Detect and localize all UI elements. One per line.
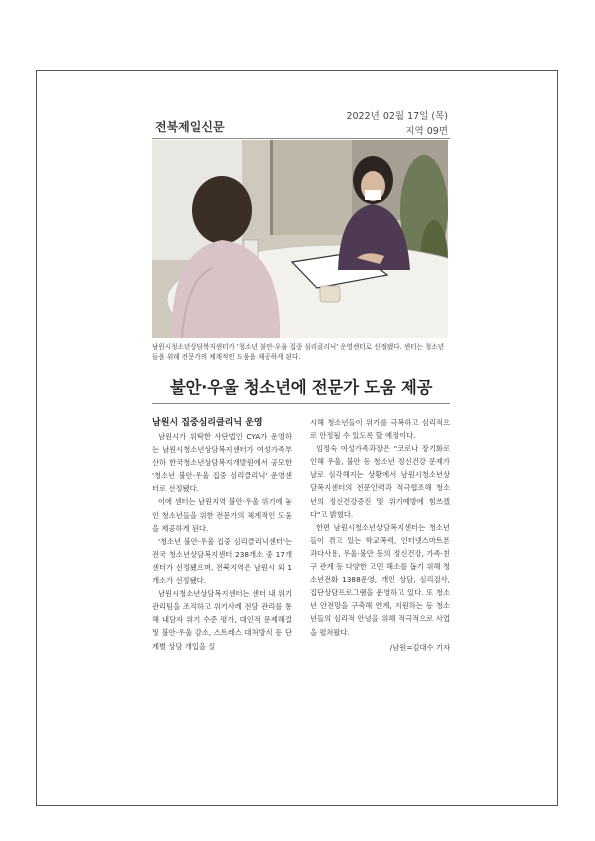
article-paragraph: 시해 청소년들이 위기를 극복하고 심리적으로 안정될 수 있도록 할 예정이다. bbox=[310, 418, 450, 441]
article-paragraph: 남원시청소년상담복지센터는 센터 내 위기관리팀을 조직하고 위기사례 전담 관리를 통해 내담자 위기 수준 평가, 대인적 문제해결 및 불안·우울 감소, 스트레스 대처방식 등 단계별 상담 개입을 실 bbox=[152, 589, 292, 651]
dateline bbox=[330, 109, 448, 139]
publication-date: 2022년 02월 17일 (목) bbox=[346, 111, 448, 122]
article-byline: /남원=김대수 기자 bbox=[389, 642, 450, 652]
article-column-left bbox=[152, 416, 292, 653]
photo-caption: 남원시청소년상담복지센터가 '청소년 불안·우울 집중 심리클리닉' 운영센터로 선정됐다. 센터는 청소년들을 위해 전문가의 체계적인 도움을 제공하게 된다. bbox=[152, 343, 445, 361]
article-photo bbox=[152, 140, 448, 338]
article-paragraph: 임정숙 여성가족과장은 "코로나 장기화로 인해 우울, 불안 등 청소년 정신건강 문제가 날로 심각해지는 상황에서 남원시청소년상담복지센터의 전문인력과 적극협조해 청소년의 정신건강증진 및 위기예방에 힘쓰겠다"고 밝혔다. bbox=[310, 444, 450, 519]
article-paragraph: '청소년 불안·우울 집중 심리클리닉센터'는 전국 청소년상담복지센터 238개소 중 17개 센터가 선정됐으며, 전북지역은 남원시 외 1개소가 선정됐다. bbox=[152, 536, 292, 586]
article-subhead: 남원시 집중심리클리닉 운영 bbox=[152, 418, 263, 428]
article-headline: 불안·우울 청소년에 전문가 도움 제공 bbox=[169, 378, 433, 397]
header-rule bbox=[152, 138, 450, 139]
headline-rule bbox=[152, 403, 450, 404]
article-paragraph: 한편 남원시청소년상담복지센터는 청소년들이 겪고 있는 학교폭력, 인터넷스마트폰 과다사용, 우울·불안 등의 정신건강, 가족·친구 관계 등 다양한 고민 해소를 돕기 위해 청소년전화 1388운영, 개인 상담, 심리검사, 집단상담프로그램을 운영하고 있다. 또 청소년 안전망을 구축해 연계, 지원하는 등 청소년들의 심리적 안녕을 위해 적극적으로 사업을 펼쳐왔다. bbox=[310, 522, 450, 637]
counseling-photo-illustration bbox=[152, 140, 448, 338]
page-section: 지역 09면 bbox=[405, 126, 448, 137]
article-paragraph: 이에 센터는 남원지역 불안·우울 위기에 놓인 청소년들을 위한 전문가의 체계적인 도움을 제공하게 된다. bbox=[152, 497, 292, 533]
article-paragraph: 남원시가 위탁한 사단법인 CYA가 운영하는 남원시청소년상담복지센터가 여성가족부 산하 한국청소년상담복지개발원에서 공모한 '청소년 불안·우울 집중 심리클리닉' 운영센터로 선정됐다. bbox=[152, 432, 292, 494]
newspaper-name: 전북제일신문 bbox=[155, 120, 225, 134]
article-column-right bbox=[310, 416, 450, 654]
